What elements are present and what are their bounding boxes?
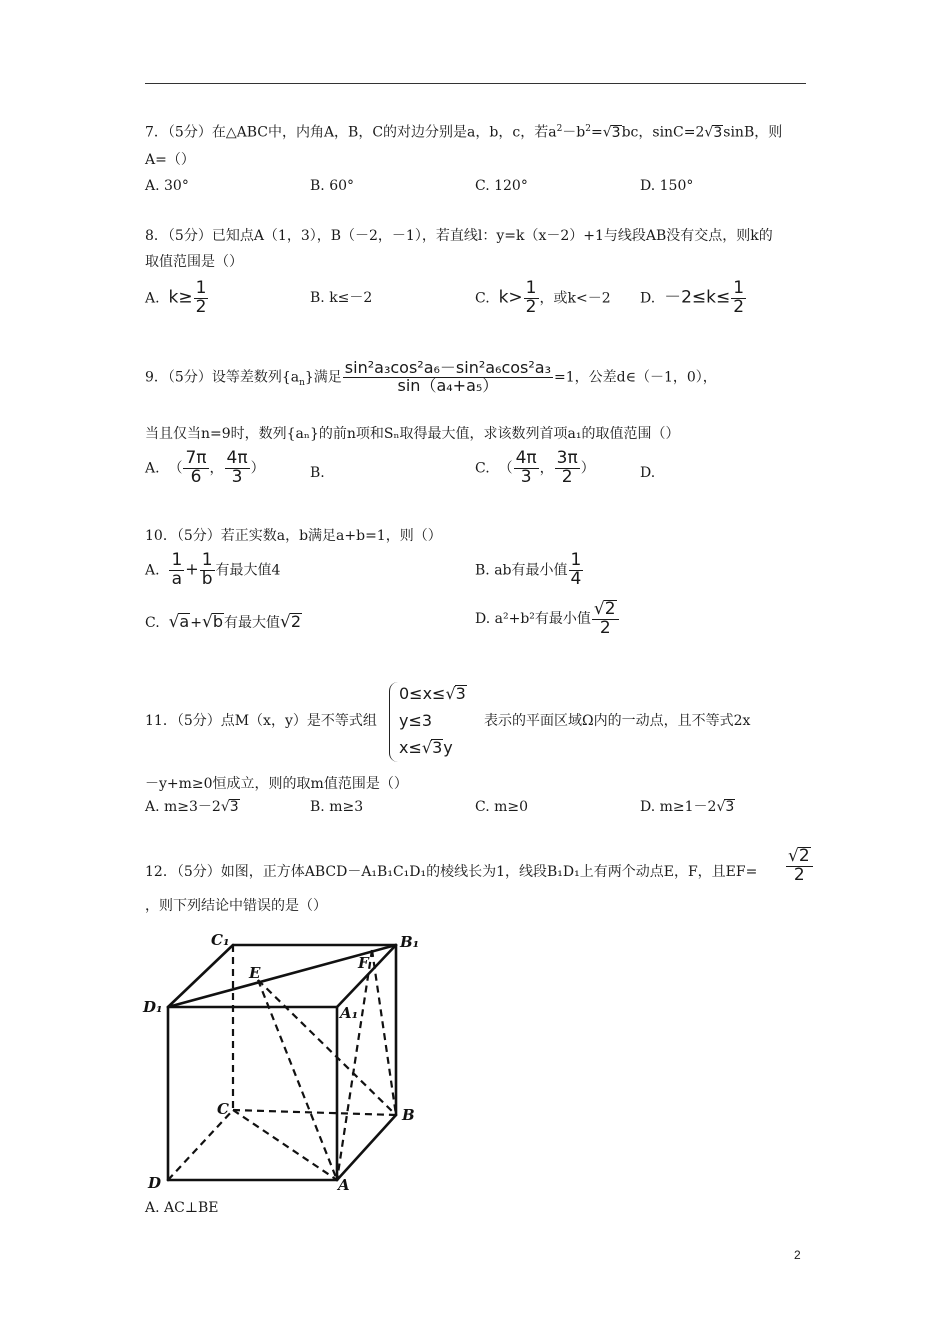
q8-option-a: A. k≥ $\frac{1}{2}$ [145, 278, 207, 317]
q10-option-c: C. √a+√b有最大值√2 [145, 612, 301, 632]
q9-line2: 当且仅当n=9时，数列{aₙ}的前n项和Sₙ取得最大值，求该数列首项a₁的取值范围（） [145, 426, 680, 442]
q11-line1-post: 表示的平面区域Ω内的一动点，且不等式2x [484, 713, 751, 729]
cube-figure [140, 925, 420, 1195]
label-a1: A₁ [340, 1004, 359, 1022]
q10-option-a: A. $\frac{1}{a}$ + $\frac{1}{b}$ 有最大值4 [145, 550, 281, 589]
q7-line2: A=（） [145, 152, 195, 168]
q11-sys-1: 0≤x≤√3 [399, 684, 466, 703]
edge-a-b [337, 1115, 396, 1180]
label-b: B [402, 1106, 415, 1124]
header-rule [145, 83, 806, 84]
q11-brace [389, 682, 398, 762]
q11-option-c: C. m≥0 [475, 799, 529, 815]
label-c: C [217, 1100, 229, 1118]
q9-option-a: A. （ $\frac{7\pi}{6}$ ， $\frac{4\pi}{3}$ ） [145, 448, 265, 487]
label-e: E [249, 964, 261, 982]
label-b1: B₁ [400, 933, 420, 951]
label-d1: D₁ [143, 998, 163, 1016]
q11-line1-pre: 11．（5分）点M（x，y）是不等式组 [145, 713, 377, 729]
q8-option-b: B. k≤－2 [310, 290, 373, 306]
q7-line1: 7．（5分）在△ABC中，内角A，B，C的对边分别是a，b，c，若$a^2-b^2=√3bc$，sinC=2√3sinB，则 [145, 124, 783, 141]
q8-line1: 8．（5分）已知点A（1，3），B（－2，－1），若直线l：y=k（x－2）+1与线段AB没有交点，则k的 [145, 228, 773, 244]
q12-line2: ，则下列结论中错误的是（） [145, 898, 327, 914]
q9-line1: 9．（5分）设等差数列$\{a_n\}$满足 $\frac{\text{sin²a₃cos²a₆－sin²a₆cos²a₃}}{\text{sin（a₄+a₅）}}$ =1，公差d∈（－1，0）， [145, 358, 717, 395]
q9-option-b: B. [310, 465, 325, 481]
q10-stem: 10．（5分）若正实数a，b满足a+b=1，则（） [145, 528, 442, 544]
hidden-edge-c-b [233, 1110, 396, 1115]
q7-option-d: D. 150° [640, 178, 694, 194]
q9-option-d: D. [640, 465, 656, 481]
q12-line1: 12．（5分）如图，正方体ABCD－A₁B₁C₁D₁的棱线长为1，线段B₁D₁上有两个动点E，F，且EF= [145, 864, 758, 880]
q10-option-b: B. ab有最小值 $\frac{1}{4}$ [475, 550, 582, 589]
q11-line2: －y+m≥0恒成立，则的取m值范围是（） [145, 776, 408, 792]
label-d: D [148, 1174, 162, 1192]
page-number: 2 [794, 1248, 801, 1262]
q8-option-c: C. k> $\frac{1}{2}$ ，或k<－2 [475, 278, 611, 317]
dash-f-b [372, 950, 396, 1115]
dash-e-b [258, 980, 396, 1115]
label-c1: C₁ [211, 931, 230, 949]
hidden-edge-d-c [168, 1110, 233, 1180]
q12-option-a: A. AC⊥BE [145, 1200, 219, 1216]
q11-option-b: B. m≥3 [310, 799, 364, 815]
q11-option-d: D. m≥1－2√3 [640, 799, 735, 815]
q10-option-d: D. a²+b²有最小值 $\frac{√2}{2}$ [475, 600, 620, 638]
q11-option-a: A. m≥3－2√3 [145, 799, 239, 815]
q8-line2: 取值范围是（） [145, 254, 243, 270]
hidden-diag-c-a [233, 1110, 337, 1180]
q12-ef-fraction: $\frac{√2}{2}$ [785, 847, 814, 885]
q7-option-b: B. 60° [310, 178, 355, 194]
q7-option-a: A. 30° [145, 178, 189, 194]
q8-option-d: D. －2≤k≤ $\frac{1}{2}$ [640, 278, 745, 317]
dash-e-a [258, 980, 337, 1180]
label-f: F [358, 954, 369, 972]
q11-sys-2: y≤3 [399, 711, 433, 730]
q7-option-c: C. 120° [475, 178, 528, 194]
q11-sys-3: x≤√3y [399, 738, 453, 757]
q9-option-c: C. （ $\frac{4\pi}{3}$ ， $\frac{3\pi}{2}$ ） [475, 448, 595, 487]
label-a: A [338, 1176, 350, 1194]
